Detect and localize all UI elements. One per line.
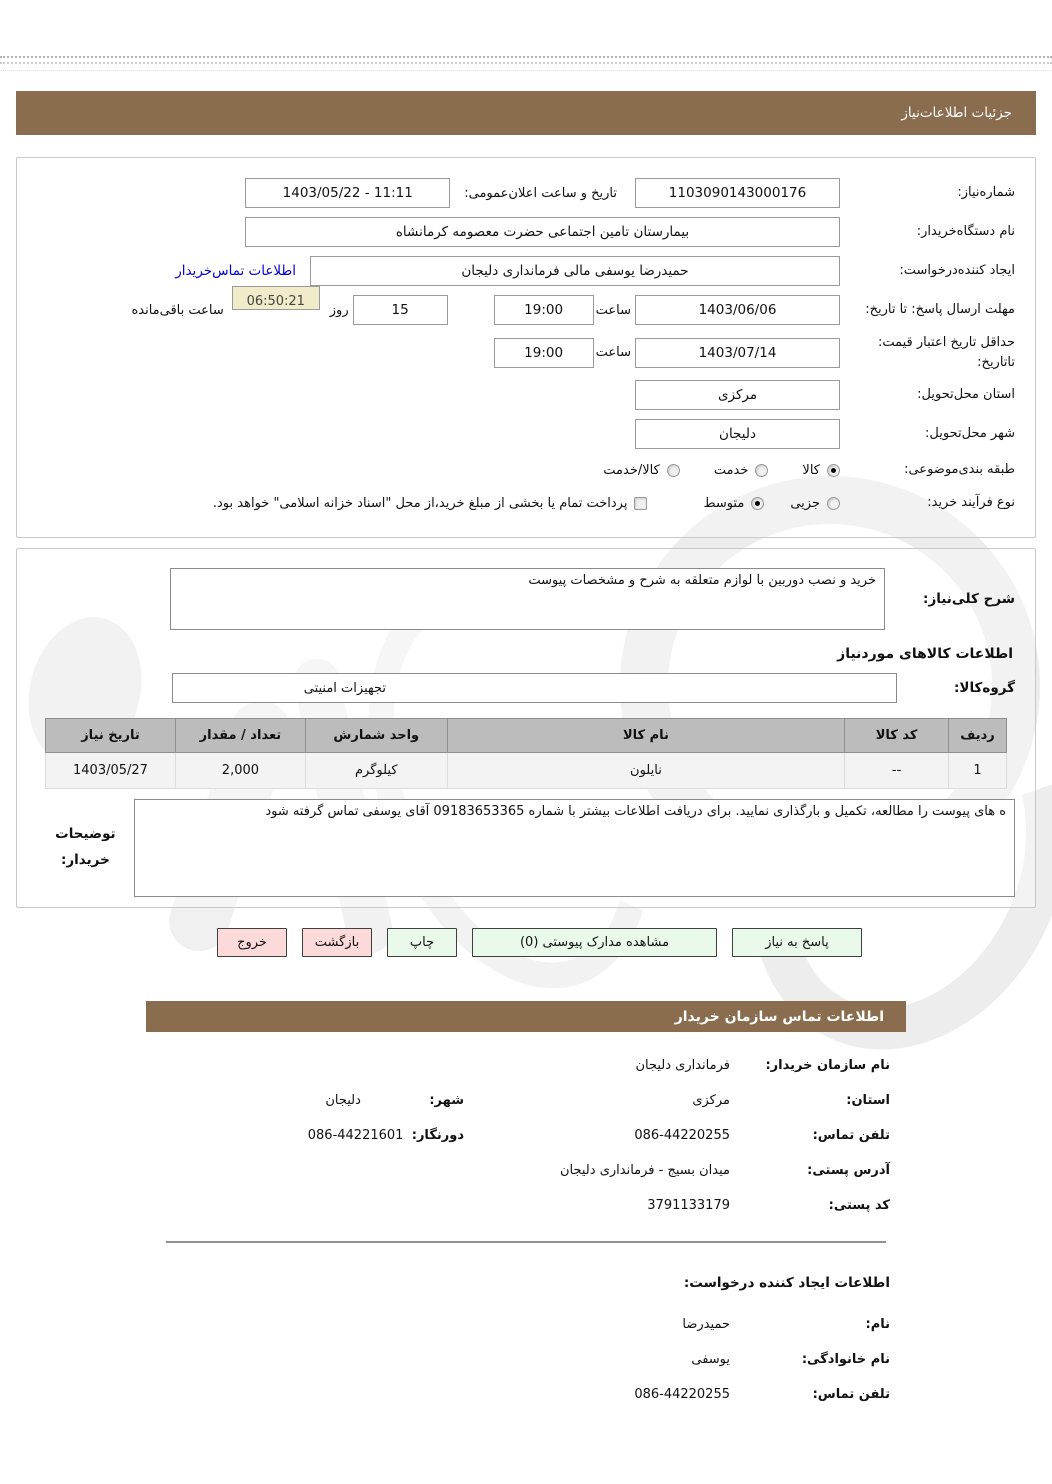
row-request-creator bbox=[37, 255, 1015, 287]
cell-item-name: نایلون bbox=[447, 753, 844, 789]
postal-address-value: میدان بسیج - فرمانداری دلیجان bbox=[559, 1163, 730, 1178]
row-need-number bbox=[37, 177, 1015, 209]
option-kala bbox=[802, 463, 840, 478]
cell-row-number: 1 bbox=[949, 753, 1007, 789]
page-title: جزئیات اطلاعات‌نیاز bbox=[901, 105, 1012, 121]
col-header-quantity: تعداد / مقدار bbox=[175, 719, 305, 753]
creator-phone-label: تلفن تماس: bbox=[812, 1387, 890, 1402]
row-delivery-city bbox=[37, 418, 1015, 450]
row-reply-deadline bbox=[37, 294, 1015, 326]
creator-info-heading: اطلاعات ایجاد کننده درخواست: bbox=[683, 1275, 890, 1291]
last-name-value: یوسفی bbox=[691, 1352, 730, 1367]
buyer-notes-text: ه های پیوست را مطالعه، تکمیل و بارگذاری نمایید. برای دریافت اطلاعات بیشتر با شماره 09183653365 آقای یوسفی تماس گرفته شود bbox=[265, 804, 1006, 819]
row-price-validity bbox=[37, 333, 1015, 372]
need-details-panel bbox=[16, 157, 1036, 538]
back-button[interactable]: بازگشت bbox=[302, 928, 372, 957]
buyer-notes-textarea[interactable] bbox=[134, 799, 1015, 897]
col-header-item-code: کد کالا bbox=[845, 719, 949, 753]
price-validity-label: حداقل تاریخ اعتبار قیمت: تاتاریخ: bbox=[877, 335, 1015, 370]
row-phone-fax bbox=[162, 1128, 890, 1143]
action-buttons bbox=[0, 928, 862, 957]
general-desc-label: شرح کلی‌نیاز: bbox=[923, 590, 1015, 607]
col-header-item-name: نام کالا bbox=[447, 719, 844, 753]
reply-deadline-days-field[interactable]: 15 bbox=[353, 295, 448, 325]
row-buyer-notes bbox=[37, 799, 1015, 897]
org-contact-section bbox=[146, 1058, 906, 1402]
delivery-province-label: استان محل‌تحویل: bbox=[917, 387, 1015, 403]
request-creator-label: ایجاد کننده‌درخواست: bbox=[899, 263, 1015, 279]
row-process-type bbox=[37, 490, 1015, 516]
radio-kala-khedmat-label: کالا/خدمت bbox=[603, 462, 660, 478]
reply-deadline-hour-field[interactable]: 19:00 bbox=[494, 295, 594, 325]
top-divider bbox=[0, 62, 1052, 64]
radio-kala[interactable] bbox=[827, 464, 840, 477]
radio-kala-label: کالا bbox=[802, 462, 820, 478]
treasury-checkbox-label: پرداخت تمام یا بخشی از مبلغ خرید،از محل "اسناد خزانه اسلامی" خواهد بود. bbox=[212, 495, 628, 511]
remaining-time-box: 06:50:21 bbox=[232, 286, 320, 310]
price-validity-date-field[interactable]: 1403/07/14 bbox=[635, 338, 840, 368]
delivery-city-field[interactable]: دلیجان bbox=[635, 419, 840, 449]
cell-need-date: 1403/05/27 bbox=[46, 753, 176, 789]
option-motevasset bbox=[703, 496, 764, 511]
radio-jozii[interactable] bbox=[827, 497, 840, 510]
province-value: مرکزی bbox=[692, 1093, 730, 1108]
province-label: استان: bbox=[846, 1093, 890, 1108]
creator-phone-value: 086-44220255 bbox=[634, 1387, 730, 1402]
first-name-value: حمیدرضا bbox=[682, 1317, 730, 1332]
process-type-label: نوع فرآیند خرید: bbox=[927, 495, 1015, 511]
city-label: شهر: bbox=[429, 1093, 464, 1108]
treasury-checkbox[interactable] bbox=[634, 497, 647, 510]
col-header-row-number: ردیف bbox=[949, 719, 1007, 753]
remaining-time-label: ساعت باقی‌مانده bbox=[131, 302, 224, 318]
subject-class-label: طبقه بندی‌موضوعی: bbox=[904, 462, 1015, 478]
buyer-org-field[interactable]: بیمارستان تامین اجتماعی حضرت معصومه کرمانشاه bbox=[245, 217, 840, 247]
row-subject-class bbox=[37, 457, 1015, 483]
exit-button[interactable]: خروج bbox=[217, 928, 287, 957]
radio-khedmat-label: خدمت bbox=[713, 462, 749, 478]
view-attachments-button[interactable]: مشاهده مدارک پیوستی (0) bbox=[472, 928, 717, 957]
org-contact-title: اطلاعات تماس سازمان خریدار bbox=[674, 1008, 884, 1025]
cell-quantity: 2,000 bbox=[175, 753, 305, 789]
delivery-province-field[interactable]: مرکزی bbox=[635, 380, 840, 410]
cell-item-code: -- bbox=[845, 753, 949, 789]
need-number-label: شماره‌نیاز: bbox=[957, 185, 1015, 201]
row-province-city bbox=[162, 1093, 890, 1108]
radio-khedmat[interactable] bbox=[755, 464, 768, 477]
city-value: دلیجان bbox=[325, 1093, 361, 1108]
first-name-label: نام: bbox=[865, 1317, 890, 1332]
radio-motevasset-label: متوسط bbox=[703, 495, 745, 511]
request-creator-field[interactable]: حمیدرضا یوسفی مالی فرمانداری دلیجان bbox=[310, 256, 840, 286]
days-unit-label: روز bbox=[329, 302, 349, 318]
goods-panel bbox=[16, 548, 1036, 908]
row-first-name bbox=[162, 1317, 890, 1332]
goods-table-header-row bbox=[46, 719, 1007, 753]
radio-kala-khedmat[interactable] bbox=[667, 464, 680, 477]
org-name-label: نام سازمان خریدار: bbox=[765, 1058, 890, 1073]
row-general-desc bbox=[37, 568, 1015, 630]
page-title-bar bbox=[16, 91, 1036, 135]
goods-section-heading: اطلاعات کالاهای موردنیاز bbox=[837, 646, 1013, 662]
section-divider bbox=[166, 1241, 886, 1243]
reply-deadline-label: مهلت ارسال پاسخ: تا تاریخ: bbox=[865, 302, 1015, 318]
goods-group-label: گروه‌کالا: bbox=[954, 679, 1015, 696]
row-last-name bbox=[162, 1352, 890, 1367]
option-khedmat bbox=[714, 463, 769, 478]
goods-table bbox=[45, 718, 1007, 789]
general-desc-textarea[interactable] bbox=[170, 568, 885, 630]
last-name-label: نام خانوادگی: bbox=[801, 1352, 890, 1367]
top-divider bbox=[0, 70, 1052, 71]
row-delivery-province bbox=[37, 379, 1015, 411]
radio-motevasset[interactable] bbox=[751, 497, 764, 510]
goods-group-field[interactable] bbox=[172, 673, 897, 703]
reply-to-need-button[interactable]: پاسخ به نیاز bbox=[732, 928, 862, 957]
buyer-notes-label: توضیحات خریدار: bbox=[55, 826, 116, 868]
postal-address-label: آدرس پستی: bbox=[807, 1163, 890, 1178]
delivery-city-label: شهر محل‌تحویل: bbox=[925, 426, 1015, 442]
row-creator-phone bbox=[162, 1387, 890, 1402]
buyer-contact-link[interactable]: اطلاعات تماس‌خریدار bbox=[175, 263, 296, 279]
need-number-field[interactable]: 1103090143000176 bbox=[635, 178, 840, 208]
option-kala-khedmat bbox=[603, 463, 680, 478]
goods-group-value: تجهیزات امنیتی bbox=[303, 680, 386, 696]
col-header-need-date: تاریخ نیاز bbox=[46, 719, 176, 753]
row-postal-address bbox=[162, 1163, 890, 1178]
postal-code-label: کد پستی: bbox=[828, 1198, 890, 1213]
col-header-unit: واحد شمارش bbox=[305, 719, 447, 753]
reply-deadline-hour-label: ساعت bbox=[595, 302, 631, 318]
price-validity-hour-label: ساعت bbox=[595, 345, 631, 360]
treasury-option bbox=[213, 496, 648, 511]
row-org-name bbox=[162, 1058, 890, 1073]
org-name-value: فرمانداری دلیجان bbox=[635, 1058, 730, 1073]
price-validity-hour-field[interactable]: 19:00 bbox=[494, 338, 594, 368]
row-postal-code bbox=[162, 1198, 890, 1213]
print-button[interactable]: چاپ bbox=[387, 928, 457, 957]
option-jozii bbox=[790, 496, 840, 511]
fax-value: 086-44221601 bbox=[307, 1128, 404, 1143]
row-buyer-org bbox=[37, 216, 1015, 248]
cell-unit: کیلوگرم bbox=[305, 753, 447, 789]
general-desc-text: خرید و نصب دوربین با لوازم متعلقه به شرح و مشخصات پیوست bbox=[528, 573, 876, 588]
org-phone-value: 086-44220255 bbox=[634, 1128, 730, 1143]
org-phone-label: تلفن تماس: bbox=[812, 1128, 890, 1143]
table-row bbox=[46, 753, 1007, 789]
top-divider bbox=[0, 56, 1052, 58]
buyer-org-label: نام دستگاه‌خریدار: bbox=[916, 224, 1015, 240]
postal-code-value: 3791133179 bbox=[647, 1198, 730, 1213]
org-contact-title-bar bbox=[146, 1001, 906, 1032]
publish-datetime-field[interactable]: 1403/05/22 - 11:11 bbox=[245, 178, 450, 208]
fax-label: دورنگار: bbox=[411, 1128, 464, 1143]
reply-deadline-date-field[interactable]: 1403/06/06 bbox=[635, 295, 840, 325]
publish-datetime-label: تاریخ و ساعت اعلان‌عمومی: bbox=[464, 185, 617, 201]
radio-jozii-label: جزیی bbox=[790, 495, 820, 511]
row-goods-group bbox=[37, 672, 1015, 704]
